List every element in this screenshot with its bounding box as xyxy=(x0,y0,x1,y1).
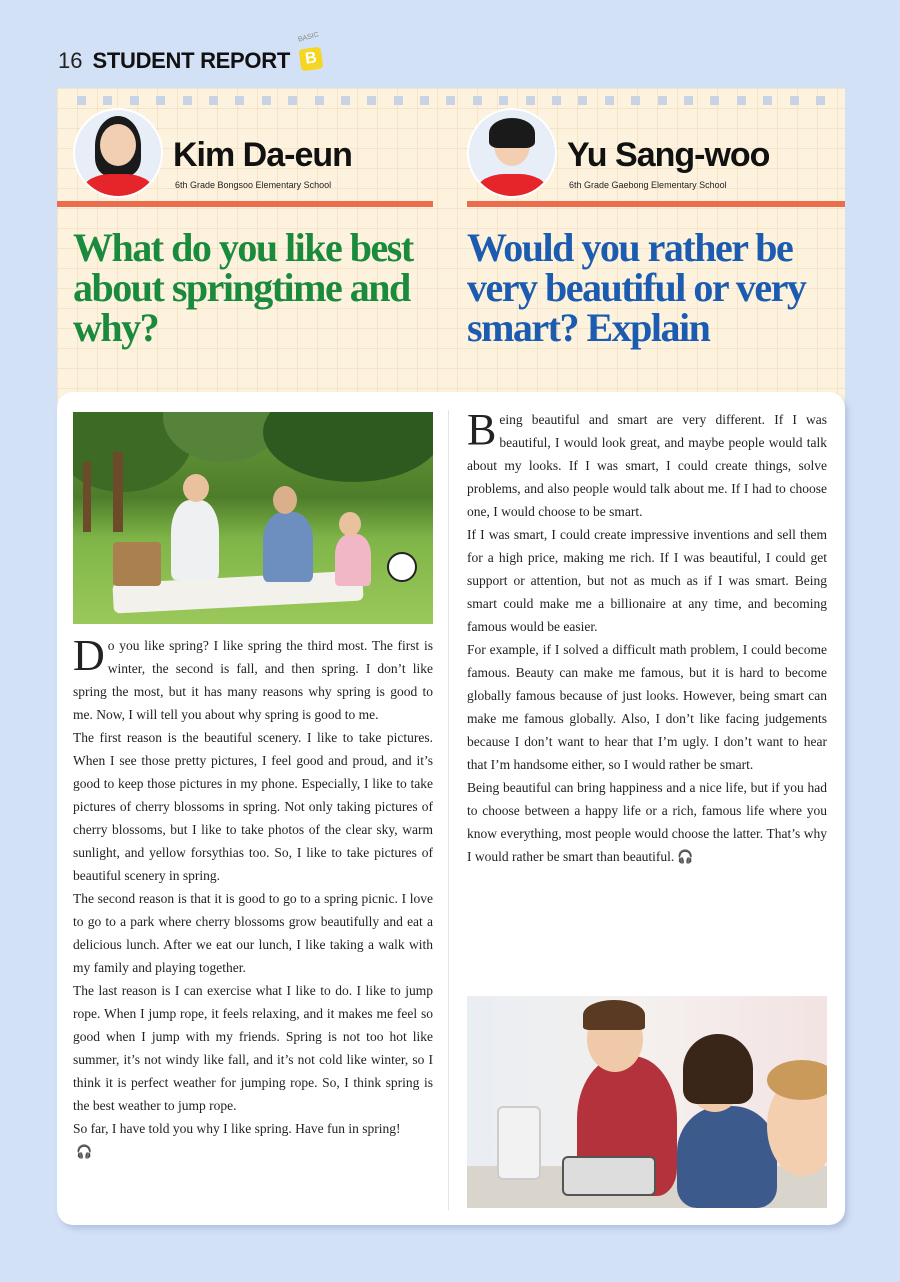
dropcap: D xyxy=(73,631,105,680)
divider-rule xyxy=(467,201,845,207)
paragraph: o you like spring? I like spring the third most. The first is winter, the second is fall, and then spring. I don’t like spring the most, but it has many reasons why spring is good to me. Now, I will tell you about why spring is good to me. xyxy=(73,638,433,722)
paragraph: So far, I have told you why I like spring. Have fun in spring! xyxy=(73,1121,401,1136)
paragraph: The second reason is that it is good to go to a spring picnic. I love to go to a park where cherry blossoms grow beautifully and eat a delicious lunch. After we eat our lunch, I like taking a walk with my family and playing together. xyxy=(73,891,433,975)
author-left xyxy=(73,108,451,198)
paragraph: eing beautiful and smart are very different. If I was beautiful, I would look great, and maybe people would talk about my looks. If I was smart, I could create things, solve problems, and also people would talk about me. If I had to choose one, I would choose to be smart. xyxy=(467,412,827,519)
author-school: 6th Grade Bongsoo Elementary School xyxy=(175,180,332,190)
paragraph: Being beautiful can bring happiness and a nice life, but if you had to choose between a happy life or a rich, famous life where you know everything, most people would choose the latter. That’s why I would rather be smart than beautiful. xyxy=(467,780,827,864)
paragraph: The last reason is I can exercise what I like to do. I like to jump rope. When I jump rope, it feels relaxing, and it makes me feel so good when I jump with my friends. Spring is not too hot like summer, it’s not windy like fall, and it’s not cold like winter, so I think it is perfect weather for jumping rope. So, I think spring is the best weather to jump rope. xyxy=(73,983,433,1113)
title-panel xyxy=(57,88,845,418)
avatar xyxy=(73,108,163,198)
robotics-kids-photo xyxy=(467,996,827,1208)
badge-letter: B xyxy=(299,47,324,72)
badge-small-text: BASIC xyxy=(297,31,320,44)
avatar xyxy=(467,108,557,198)
paragraph: If I was smart, I could create impressive inventions and sell them for a high price, making me rich. If I was beautiful, I could get support or attention, but not as much as if I was smart. Being smart could make me a billionaire at any time, and becoming famous would be easier. xyxy=(467,527,827,634)
decorative-dots xyxy=(77,96,825,105)
basic-badge xyxy=(296,31,326,74)
articles-card xyxy=(57,392,845,1225)
paragraph: The first reason is the beautiful scenery. I like to take pictures. When I see those pretty pictures, I feel good and proud, and it’s good to keep those pictures in my phone. Especially, I like to take pictures of cherry blossoms in spring. Not only taking pictures of cherry blossoms, but I like to take photos of the clear sky, warm sunlight, and yellow forsythias too. So, I like to take pictures of beautiful scenery in spring. xyxy=(73,730,433,883)
section-title: STUDENT REPORT xyxy=(92,48,290,73)
article-left-text xyxy=(73,631,433,1163)
article-right-text xyxy=(467,405,827,868)
dropcap: B xyxy=(467,405,497,454)
question-heading-right: Would you rather be very beautiful or very smart? Explain xyxy=(467,225,806,350)
divider-rule xyxy=(57,201,433,207)
picnic-photo xyxy=(73,412,433,624)
headphones-icon: 🎧 xyxy=(677,849,694,864)
author-school: 6th Grade Gaebong Elementary School xyxy=(569,180,727,190)
column-divider xyxy=(448,410,449,1210)
question-heading-left: What do you like best about springtime and why? xyxy=(73,225,413,350)
paragraph: For example, if I solved a difficult math problem, I could become famous. Beauty can make me famous, but it is hard to become globally famous because of just looks. However, being smart can make me famous globally. Also, I don’t like facing judgements because I don’t want to hear that I’m ugly. I don’t want to hear that I’m handsome either, so I would rather be smart. xyxy=(467,642,827,772)
author-name: Kim Da-eun xyxy=(173,136,352,174)
page-header xyxy=(58,31,326,78)
author-name: Yu Sang-woo xyxy=(567,136,770,174)
headphones-icon: 🎧 xyxy=(76,1144,93,1159)
page-number: 16 xyxy=(58,48,83,73)
author-right xyxy=(467,108,845,198)
